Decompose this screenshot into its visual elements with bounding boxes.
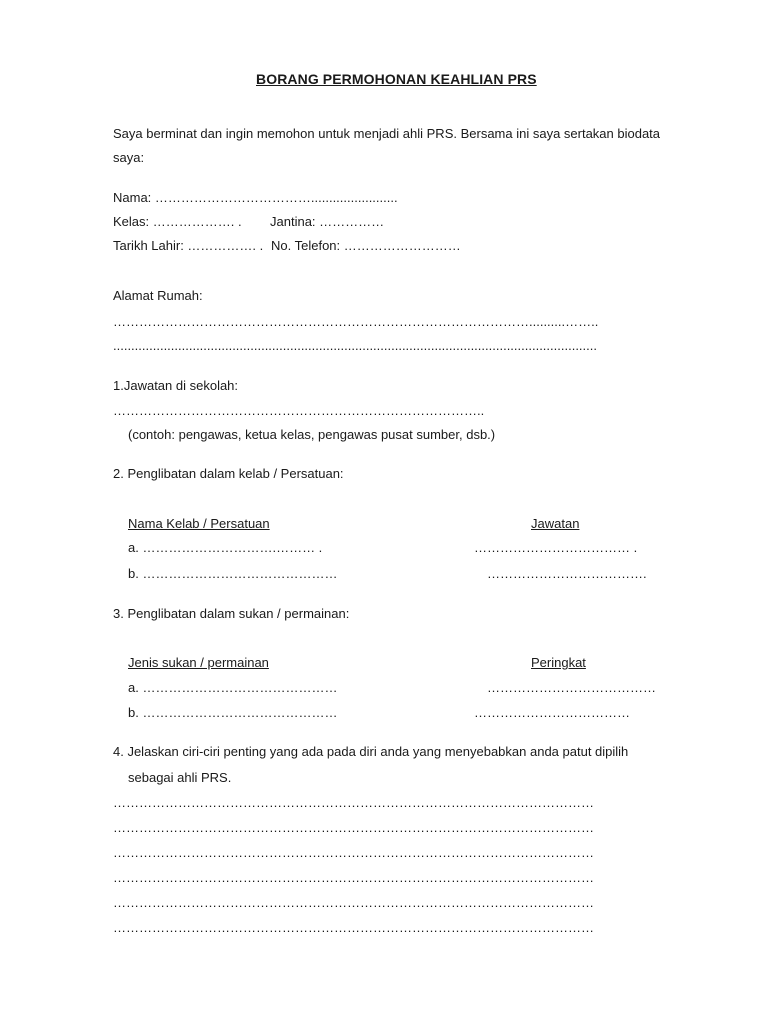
q1-label: 1.Jawatan di sekolah: [113,378,239,393]
q4-answer-line: ………………………………………………………………………………………………… [113,795,594,810]
q2-row-b-kelab: b. ……………………………………… [128,566,338,581]
q2-column-header-jawatan: Jawatan [531,516,580,531]
q2-row-b-jawatan: ………………………………. [487,566,647,581]
alamat-line-1: ……………………………………………………………………………………..........…….. [113,314,599,329]
alamat-label: Alamat Rumah: [113,288,203,303]
q3-column-header-peringkat: Peringkat [531,655,586,670]
q4-answer-line: ………………………………………………………………………………………………… [113,845,594,860]
q3-row-b-sukan: b. ……………………………………… [128,705,338,720]
no-telefon-field: No. Telefon: ……………………… [271,238,461,253]
intro-text-line2: saya: [113,150,145,165]
jantina-field: Jantina: …………… [270,214,385,229]
q4-label-line1: 4. Jelaskan ciri-ciri penting yang ada pada diri anda yang menyebabkan anda patut dipilih [113,744,629,759]
q3-row-a-sukan: a. ……………………………………… [128,680,338,695]
q2-row-a-kelab: a. ………………………….……… . [128,540,323,555]
q2-label: 2. Penglibatan dalam kelab / Persatuan: [113,466,344,481]
form-title: BORANG PERMOHONAN KEAHLIAN PRS [256,71,537,87]
q4-answer-line: ………………………………………………………………………………………………… [113,920,594,935]
q2-column-header-kelab: Nama Kelab / Persatuan [128,516,270,531]
tarikh-lahir-field: Tarikh Lahir: ……………. . [113,238,264,253]
q1-answer-line: ………………………………………………………………………….. [113,403,485,418]
q4-answer-line: ………………………………………………………………………………………………… [113,820,594,835]
q2-row-a-jawatan: ……………………………… . [474,540,638,555]
q3-row-a-peringkat: ………………………………… [487,680,656,695]
q3-row-b-peringkat: ……………………………… [474,705,630,720]
nama-field: Nama: ………………………………........................ [113,190,398,205]
q1-example: (contoh: pengawas, ketua kelas, pengawas pusat sumber, dsb.) [128,427,496,442]
intro-text-line1: Saya berminat dan ingin memohon untuk menjadi ahli PRS. Bersama ini saya sertakan biodata [113,126,661,141]
q4-label-line2: sebagai ahli PRS. [128,770,232,785]
q4-answer-line: ………………………………………………………………………………………………… [113,895,594,910]
q3-label: 3. Penglibatan dalam sukan / permainan: [113,606,350,621]
alamat-line-2: ...................................................................................................................................... [113,338,597,353]
q3-column-header-sukan: Jenis sukan / permainan [128,655,269,670]
kelas-field: Kelas: ………………. . [113,214,242,229]
q4-answer-line: ………………………………………………………………………………………………… [113,870,594,885]
